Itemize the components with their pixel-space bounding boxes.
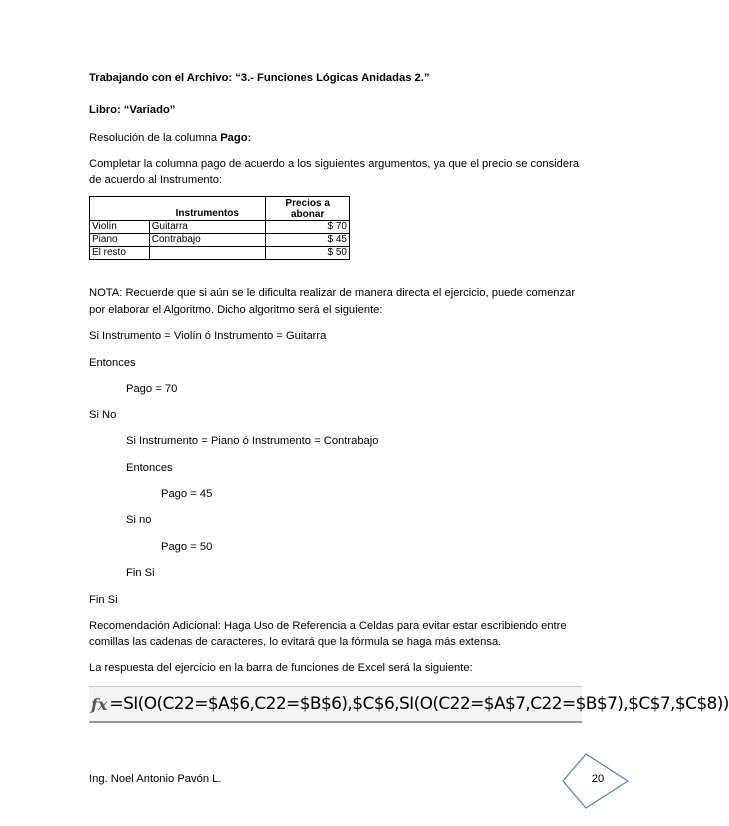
algorithm-line: Si No	[89, 409, 117, 421]
note-line-1: NOTA: Recuerde que si aún se le dificulta realizar de manera directa el ejercicio, puede comenzar	[89, 287, 576, 299]
algorithm-line: Entonces	[126, 462, 173, 474]
row-instrument-2: Guitarra	[149, 221, 266, 234]
algorithm-line: Si Instrumento = Violín ó Instrumento = Guitarra	[89, 330, 327, 342]
row-price: $ 45	[266, 234, 350, 247]
algorithm-line: Entonces	[89, 357, 136, 369]
header-blank	[90, 197, 150, 221]
algorithm-line: Pago = 50	[161, 541, 213, 553]
page-number: 20	[591, 773, 605, 785]
row-instrument-2: Contrabajo	[149, 234, 266, 247]
file-heading: Trabajando con el Archivo: “3.- Funciones Lógicas Anidadas 2.”	[89, 72, 430, 84]
row-price: $ 50	[266, 247, 350, 260]
header-instruments: Instrumentos	[149, 197, 266, 221]
algorithm-line: Pago = 70	[126, 383, 178, 395]
algorithm-line: Si no	[126, 514, 152, 526]
row-price: $ 70	[266, 221, 350, 234]
recommendation-line-2: comillas las cadenas de caracteres, lo evitará que la fórmula se haga más extensa.	[89, 636, 502, 648]
header-price-line-2: abonar	[291, 209, 325, 220]
price-table	[89, 196, 350, 260]
note-line-2: por elaborar el Algoritmo. Dicho algoritmo será el siguiente:	[89, 304, 383, 316]
resolution-line	[89, 131, 251, 145]
resolution-column: Pago:	[220, 132, 252, 144]
instructions-line-2: de acuerdo al Instrumento:	[89, 174, 223, 186]
table-header-row	[90, 197, 350, 221]
table-row	[90, 221, 350, 234]
algorithm-line: Fin Si	[89, 594, 118, 606]
table-row	[90, 247, 350, 260]
book-heading: Libro: “Variado”	[89, 104, 176, 116]
formula-text: =SI(O(C22=$A$6,C22=$B$6),$C$6,SI(O(C22=$A$7,C22=$B$7),$C$7,$C$8))	[109, 694, 729, 714]
header-price	[266, 197, 350, 221]
algorithm-line: Fin Si	[126, 567, 155, 579]
instructions-line-1: Completar la columna pago de acuerdo a los siguientes argumentos, ya que el precio se considera	[89, 158, 580, 170]
recommendation-line-1: Recomendación Adicional: Haga Uso de Referencia a Celdas para evitar estar escribiendo entre	[89, 620, 567, 632]
footer-author: Ing. Noel Antonio Pavón L.	[89, 773, 222, 785]
row-instrument-1: Violín	[90, 221, 150, 234]
row-instrument-2	[149, 247, 266, 260]
row-instrument-1: El resto	[90, 247, 150, 260]
fx-icon: fx	[91, 694, 108, 714]
algorithm-line: Pago = 45	[161, 488, 213, 500]
answer-intro: La respuesta del ejercicio en la barra de funciones de Excel será la siguiente:	[89, 662, 473, 674]
algorithm-line: Si Instrumento = Piano ó Instrumento = Contrabajo	[126, 435, 379, 447]
row-instrument-1: Piano	[90, 234, 150, 247]
formula-bar	[89, 686, 729, 723]
header-price-line-1: Precios a	[285, 198, 330, 209]
table-row	[90, 234, 350, 247]
resolution-text: Resolución de la columna	[89, 132, 221, 144]
